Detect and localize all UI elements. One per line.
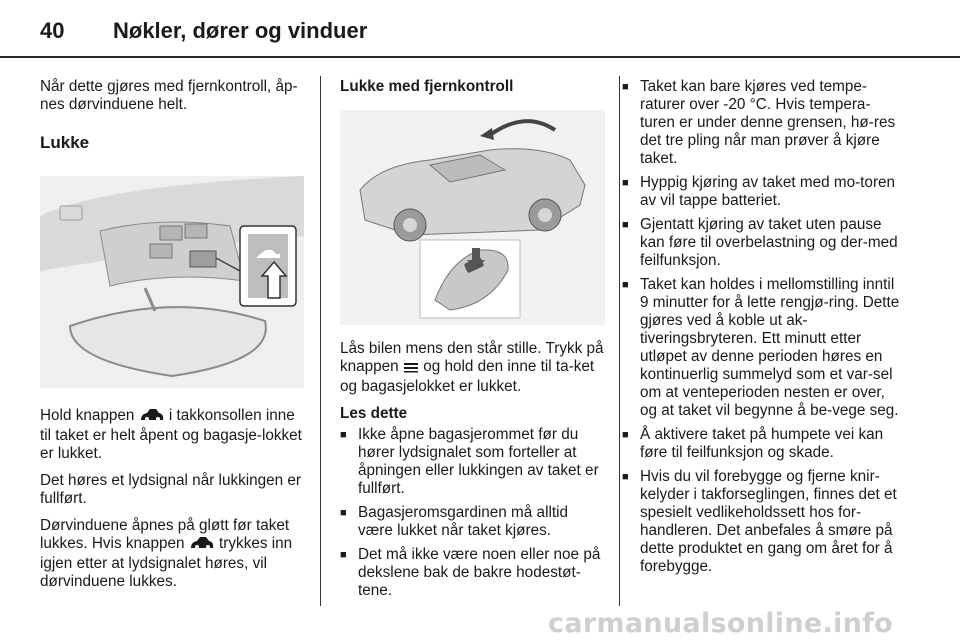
list-item: ■ Ikke åpne bagasjerommet før du hører lydsignalet som forteller at åpningen eller lukkingen av taket er fullført. (340, 426, 605, 498)
list-item: ■ Taket kan holdes i mellomstilling inntil 9 minutter for å lette rengjø-ring. Dette gjøres ved å koble ut ak-tiveringsbryteren. Ett minutt etter utløpet av denne perioden høres en kontinuerlig summelyd som et var-sel om at venteperioden nesten er over, og at taket vil begynne å be-vege seg. (622, 276, 904, 420)
column-right (622, 78, 904, 582)
note-heading: Les dette (340, 405, 408, 422)
section-heading-lukke: Lukke (40, 133, 90, 152)
list-item: ■ Å aktivere taket på humpete vei kan føre til feilfunksjon og skade. (622, 426, 904, 462)
text-door-windows-start: Dørvinduene åpnes på gløtt før taket lukkes. Hvis knappen (40, 517, 290, 552)
list-item: ■ Taket kan bare kjøres ved tempe-raturer over -20 °C. Hvis tempera-turen er under denne grensen, hø-res det tre pling når man prøver å kjøre taket. (622, 78, 904, 168)
car-roof-icon (189, 536, 215, 555)
warning-bullet-list (622, 78, 904, 576)
header-rule (0, 56, 960, 58)
column-middle (340, 78, 605, 606)
paragraph-hold-button (40, 407, 304, 463)
column-divider-1 (320, 76, 321, 606)
watermark: carmanualsonline.info (548, 608, 894, 639)
roof-console-illustration (40, 176, 304, 388)
text-lock-car-end: og hold den inne til ta-ket og bagasjelokket er lukket. (340, 358, 595, 395)
intro-paragraph: Når dette gjøres med fjernkontroll, åp-nes dørvinduene helt. (40, 78, 298, 113)
list-item: ■ Hyppig kjøring av taket med mo-toren av vil tappe batteriet. (622, 174, 904, 210)
text-lock-car-start: Lås bilen mens den står stille. Trykk på knappen (340, 340, 604, 375)
list-item: ■ Hvis du vil forebygge og fjerne knir-kelyder i takforseglingen, finnes det et spesielt vedlikeholdssett hos for-handleren. Det anbefales å smøre på dette produktet en gang om året for å forebygge. (622, 468, 904, 576)
paragraph-door-windows (40, 517, 304, 591)
text-hold-button-end: i takkonsollen inne til taket er helt åpent og bagasje-lokket er lukket. (40, 407, 302, 462)
paragraph-sound-signal: Det høres et lydsignal når lukkingen er fullført. (40, 472, 302, 507)
list-item: ■ Gjentatt kjøring av taket uten pause kan føre til overbelastning og der-med feilfunksjon. (622, 216, 904, 270)
text-door-windows-end: trykkes inn igjen etter at lydsignalet høres, vil dørvinduene lukkes. (40, 535, 293, 590)
page-number: 40 (40, 18, 65, 43)
section-heading-remote: Lukke med fjernkontroll (340, 78, 514, 95)
list-item: ■ Bagasjeromsgardinen må alltid være lukket når taket kjøres. (340, 504, 605, 540)
text-hold-button-start: Hold knappen (40, 407, 135, 424)
paragraph-lock-car (340, 340, 605, 396)
page-title: Nøkler, dører og vinduer (113, 18, 368, 43)
column-divider-2 (619, 76, 620, 606)
note-bullet-list (340, 426, 605, 600)
car-roof-icon (139, 408, 165, 427)
triple-bar-icon (403, 360, 419, 378)
list-item: ■ Det må ikke være noen eller noe på dekslene bak de bakre hodestøt-tene. (340, 546, 605, 600)
convertible-remote-illustration (340, 110, 605, 325)
column-left (40, 78, 304, 600)
